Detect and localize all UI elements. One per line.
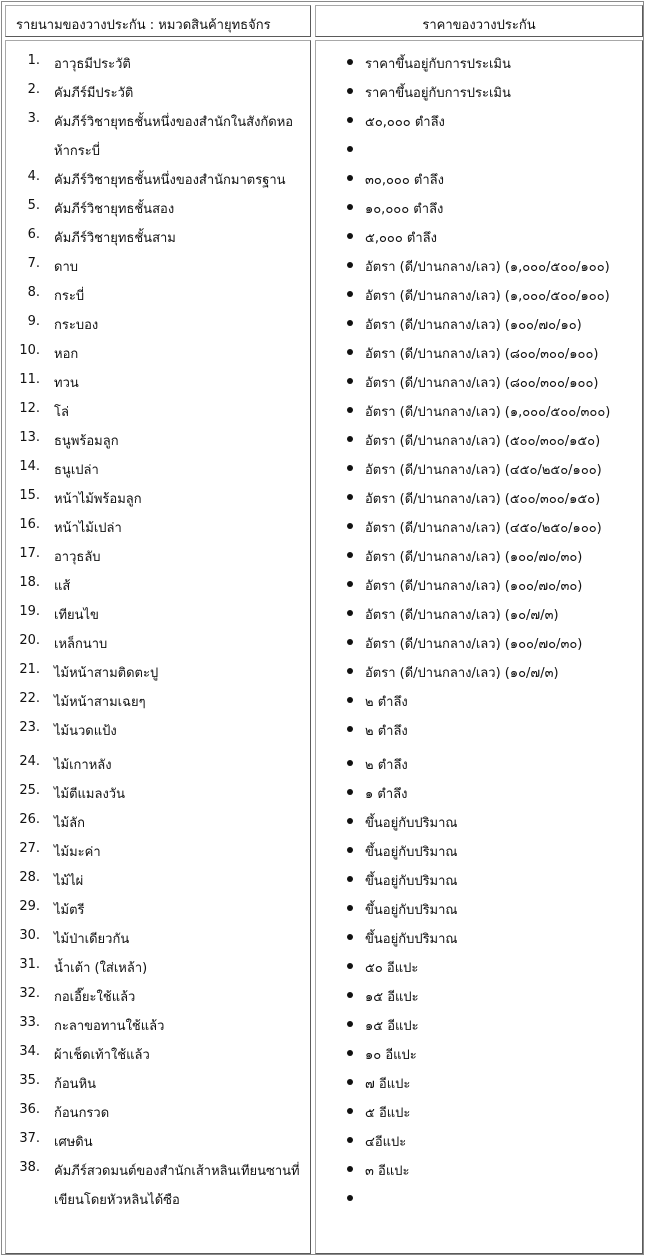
price-item	[316, 951, 642, 980]
item-name: ไม้หน้าสามติดตะปู	[54, 666, 159, 681]
bullet-icon	[347, 789, 353, 795]
item-name: กอเอี๊ยะใช้แล้ว	[54, 990, 136, 1005]
bullet-icon	[347, 378, 353, 384]
header-item-column	[5, 5, 311, 37]
list-item	[6, 511, 310, 540]
bullet-icon	[347, 1166, 353, 1172]
item-number: 32.	[19, 986, 40, 1001]
item-number: 24.	[19, 754, 40, 769]
bullet-icon	[347, 291, 353, 297]
list-item	[6, 250, 310, 279]
price-item	[316, 598, 642, 627]
bullet-icon	[347, 523, 353, 529]
item-number: 2.	[27, 82, 40, 97]
item-number: 28.	[19, 870, 40, 885]
item-price: อัตรา (ดี/ปานกลาง/เลว) (๑๐/๗/๓)	[365, 608, 559, 623]
item-number: 21.	[19, 662, 40, 677]
item-name: ผ้าเช็ดเท้าใช้แล้ว	[54, 1048, 150, 1063]
item-name: ไม้นวดแป้ง	[54, 724, 117, 739]
item-name: หอก	[54, 347, 79, 362]
item-name: คัมภีร์วิชายุทธชั้นสาม	[54, 231, 176, 246]
item-price: อัตรา (ดี/ปานกลาง/เลว) (๕๐๐/๓๐๐/๑๕๐)	[365, 492, 601, 507]
item-name: เทียนไข	[54, 608, 99, 623]
list-item	[6, 76, 310, 105]
price-list	[316, 41, 642, 1253]
item-price: ๑๐,๐๐๐ ตำลึง	[365, 202, 444, 217]
price-item	[316, 511, 642, 540]
item-price: ๕๐,๐๐๐ ตำลึง	[365, 115, 445, 130]
item-price: ๒ ตำลึง	[365, 758, 408, 773]
bullet-icon	[347, 934, 353, 940]
item-price: ขึ้นอยู่กับปริมาณ	[365, 874, 458, 889]
list-item	[6, 453, 310, 482]
item-number: 22.	[19, 691, 40, 706]
item-price: ๕๐ อีแปะ	[365, 961, 419, 976]
price-item	[316, 47, 642, 76]
price-item	[316, 1009, 642, 1038]
bullet-icon	[347, 1021, 353, 1027]
item-price: ๑๕ อีแปะ	[365, 990, 419, 1005]
item-name: เหล็กนาบ	[54, 637, 108, 652]
item-name: คัมภีร์สวดมนต์ของสำนักเส้าหลินเทียนซานที่	[54, 1164, 300, 1179]
bullet-icon	[347, 905, 353, 911]
list-item	[6, 540, 310, 569]
bullet-icon	[347, 581, 353, 587]
list-item	[6, 424, 310, 453]
price-item	[316, 424, 642, 453]
item-price: ขึ้นอยู่กับปริมาณ	[365, 903, 458, 918]
item-price: ๒ ตำลึง	[365, 695, 408, 710]
item-number: 23.	[19, 720, 40, 735]
item-number: 17.	[19, 546, 40, 561]
bullet-icon	[347, 1079, 353, 1085]
item-price: ราคาขึ้นอยู่กับการประเมิน	[365, 57, 511, 72]
list-item	[6, 163, 310, 192]
price-item	[316, 777, 642, 806]
list-item	[6, 569, 310, 598]
item-price: ขึ้นอยู่กับปริมาณ	[365, 816, 458, 831]
bullet-icon	[347, 407, 353, 413]
item-price: ราคาขึ้นอยู่กับการประเมิน	[365, 86, 511, 101]
price-item	[316, 250, 642, 279]
price-item	[316, 366, 642, 395]
bullet-icon	[347, 262, 353, 268]
item-price: ๒ ตำลึง	[365, 724, 408, 739]
price-item	[316, 308, 642, 337]
item-name: ไม้ตีแมลงวัน	[54, 787, 125, 802]
price-item	[316, 76, 642, 105]
item-name: ทวน	[54, 376, 79, 391]
item-name: คัมภีร์วิชายุทธชั้นสอง	[54, 202, 175, 217]
item-price: ๑๐ อีแปะ	[365, 1048, 417, 1063]
item-name: ไม้ตรี	[54, 903, 85, 918]
price-table	[1, 1, 644, 1255]
list-item	[6, 748, 310, 777]
price-item	[316, 482, 642, 511]
item-number: 16.	[19, 517, 40, 532]
list-item	[6, 922, 310, 951]
item-price: อัตรา (ดี/ปานกลาง/เลว) (๑๐๐/๗๐/๓๐)	[365, 550, 583, 565]
item-price: ๓ อีแปะ	[365, 1164, 410, 1179]
item-name: แส้	[54, 579, 71, 594]
bullet-icon	[347, 726, 353, 732]
list-item	[6, 656, 310, 685]
list-item	[6, 1154, 310, 1212]
bullet-icon	[347, 1195, 353, 1201]
price-item	[316, 540, 642, 569]
item-price: อัตรา (ดี/ปานกลาง/เลว) (๑,๐๐๐/๕๐๐/๓๐๐)	[365, 405, 611, 420]
bullet-icon	[347, 610, 353, 616]
list-item	[6, 893, 310, 922]
item-number: 13.	[19, 430, 40, 445]
item-name: คัมภีร์วิชายุทธชั้นหนึ่งของสำนักมาตรฐาน	[54, 173, 286, 188]
item-name: ดาบ	[54, 260, 78, 275]
item-price: ๓๐,๐๐๐ ตำลึง	[365, 173, 444, 188]
price-item	[316, 453, 642, 482]
price-item	[316, 806, 642, 835]
bullet-icon	[347, 320, 353, 326]
list-item	[6, 951, 310, 980]
item-column	[5, 40, 311, 1254]
list-item	[6, 598, 310, 627]
bullet-icon	[347, 204, 353, 210]
price-item	[316, 748, 642, 777]
item-number: 6.	[27, 227, 40, 242]
bullet-icon	[347, 146, 353, 152]
item-name: อาวุธลับ	[54, 550, 101, 565]
item-name: ไม้ไผ่	[54, 874, 84, 889]
item-name: ก้อนหิน	[54, 1077, 97, 1092]
item-price: ๑๕ อีแปะ	[365, 1019, 419, 1034]
bullet-icon	[347, 963, 353, 969]
item-name: เศษดิน	[54, 1135, 93, 1150]
price-item	[316, 714, 642, 743]
item-price: อัตรา (ดี/ปานกลาง/เลว) (๔๕๐/๒๕๐/๑๐๐)	[365, 521, 602, 536]
item-number: 8.	[27, 285, 40, 300]
list-item	[6, 366, 310, 395]
list-item	[6, 1096, 310, 1125]
item-price: อัตรา (ดี/ปานกลาง/เลว) (๘๐๐/๓๐๐/๑๐๐)	[365, 347, 599, 362]
price-item	[316, 221, 642, 250]
bullet-icon	[347, 697, 353, 703]
item-name: ธนูพร้อมลูก	[54, 434, 119, 449]
list-item	[6, 864, 310, 893]
bullet-icon	[347, 639, 353, 645]
item-number: 3.	[27, 111, 40, 126]
item-number: 20.	[19, 633, 40, 648]
item-name: ไม้หน้าสามเฉยๆ	[54, 695, 146, 710]
list-item	[6, 1038, 310, 1067]
bullet-icon	[347, 349, 353, 355]
bullet-icon	[347, 233, 353, 239]
price-item	[316, 337, 642, 366]
list-item	[6, 105, 310, 163]
price-item	[316, 685, 642, 714]
item-name-continued: เขียนโดยหัวหลินได้ซือ	[54, 1193, 180, 1208]
list-item	[6, 685, 310, 714]
bullet-icon	[347, 1137, 353, 1143]
list-item	[6, 221, 310, 250]
item-price: อัตรา (ดี/ปานกลาง/เลว) (๑๐๐/๗๐/๑๐)	[365, 318, 582, 333]
item-price: อัตรา (ดี/ปานกลาง/เลว) (๑,๐๐๐/๕๐๐/๑๐๐)	[365, 260, 610, 275]
bullet-icon	[347, 175, 353, 181]
price-item	[316, 835, 642, 864]
item-price: อัตรา (ดี/ปานกลาง/เลว) (๘๐๐/๓๐๐/๑๐๐)	[365, 376, 599, 391]
price-item	[316, 1125, 642, 1154]
item-number: 18.	[19, 575, 40, 590]
item-name: หน้าไม้พร้อมลูก	[54, 492, 142, 507]
item-price: ขึ้นอยู่กับปริมาณ	[365, 932, 458, 947]
item-name-continued: ห้ากระบี่	[54, 144, 100, 159]
item-price: ขึ้นอยู่กับปริมาณ	[365, 845, 458, 860]
item-number: 7.	[27, 256, 40, 271]
bullet-icon	[347, 88, 353, 94]
price-item	[316, 279, 642, 308]
bullet-icon	[347, 1108, 353, 1114]
item-name: น้ำเต้า (ใส่เหล้า)	[54, 961, 148, 976]
price-item	[316, 1067, 642, 1096]
bullet-icon	[347, 668, 353, 674]
list-item	[6, 1067, 310, 1096]
list-item	[6, 308, 310, 337]
item-price: อัตรา (ดี/ปานกลาง/เลว) (๔๕๐/๒๕๐/๑๐๐)	[365, 463, 602, 478]
item-number: 5.	[27, 198, 40, 213]
bullet-icon	[347, 760, 353, 766]
price-item	[316, 1154, 642, 1212]
item-price: อัตรา (ดี/ปานกลาง/เลว) (๑๐/๗/๓)	[365, 666, 559, 681]
header-price-column	[315, 5, 643, 37]
bullet-icon	[347, 1050, 353, 1056]
item-number: 10.	[19, 343, 40, 358]
item-price: ๕,๐๐๐ ตำลึง	[365, 231, 437, 246]
item-number: 9.	[27, 314, 40, 329]
item-name: อาวุธมีประวัติ	[54, 57, 131, 72]
price-column	[315, 40, 643, 1254]
item-name: ไม้ป่าเดียวกัน	[54, 932, 130, 947]
item-name: ธนูเปล่า	[54, 463, 99, 478]
item-name: ไม้ลัก	[54, 816, 85, 831]
item-price: อัตรา (ดี/ปานกลาง/เลว) (๑,๐๐๐/๕๐๐/๑๐๐)	[365, 289, 610, 304]
bullet-icon	[347, 465, 353, 471]
item-number: 27.	[19, 841, 40, 856]
price-item	[316, 864, 642, 893]
item-price: อัตรา (ดี/ปานกลาง/เลว) (๑๐๐/๗๐/๓๐)	[365, 579, 583, 594]
price-item	[316, 627, 642, 656]
item-price: ๗ อีแปะ	[365, 1077, 411, 1092]
list-item	[6, 337, 310, 366]
item-number: 31.	[19, 957, 40, 972]
price-item	[316, 1038, 642, 1067]
list-item	[6, 627, 310, 656]
list-item	[6, 714, 310, 743]
price-item	[316, 105, 642, 163]
item-number: 14.	[19, 459, 40, 474]
price-item	[316, 395, 642, 424]
item-number: 15.	[19, 488, 40, 503]
list-item	[6, 806, 310, 835]
item-name: ไม้เกาหลัง	[54, 758, 112, 773]
price-item	[316, 656, 642, 685]
item-list	[6, 41, 310, 1253]
item-price: ๕ อีแปะ	[365, 1106, 411, 1121]
header-item-label: รายนามของวางประกัน : หมวดสินค้ายุทธจักร	[16, 18, 271, 33]
price-item	[316, 922, 642, 951]
item-name: หน้าไม้เปล่า	[54, 521, 122, 536]
list-item	[6, 47, 310, 76]
list-item	[6, 482, 310, 511]
item-name: ก้อนกรวด	[54, 1106, 110, 1121]
item-name: คัมภีร์มีประวัติ	[54, 86, 134, 101]
bullet-icon	[347, 818, 353, 824]
bullet-icon	[347, 876, 353, 882]
bullet-icon	[347, 992, 353, 998]
item-number: 1.	[27, 53, 40, 68]
item-price: อัตรา (ดี/ปานกลาง/เลว) (๕๐๐/๓๐๐/๑๕๐)	[365, 434, 601, 449]
item-number: 25.	[19, 783, 40, 798]
item-number: 37.	[19, 1131, 40, 1146]
item-price: อัตรา (ดี/ปานกลาง/เลว) (๑๐๐/๗๐/๓๐)	[365, 637, 583, 652]
list-item	[6, 1009, 310, 1038]
list-item	[6, 192, 310, 221]
header-price-label: ราคาของวางประกัน	[422, 18, 536, 33]
list-item	[6, 777, 310, 806]
bullet-icon	[347, 494, 353, 500]
item-number: 33.	[19, 1015, 40, 1030]
price-item	[316, 980, 642, 1009]
item-name: กระบอง	[54, 318, 99, 333]
bullet-icon	[347, 552, 353, 558]
item-number: 12.	[19, 401, 40, 416]
item-number: 35.	[19, 1073, 40, 1088]
item-name: โล่	[54, 405, 69, 420]
item-name: กะลาขอทานใช้แล้ว	[54, 1019, 165, 1034]
item-number: 29.	[19, 899, 40, 914]
item-number: 36.	[19, 1102, 40, 1117]
bullet-icon	[347, 436, 353, 442]
item-number: 26.	[19, 812, 40, 827]
list-item	[6, 980, 310, 1009]
item-number: 38.	[19, 1160, 40, 1175]
item-number: 11.	[19, 372, 40, 387]
item-number: 4.	[27, 169, 40, 184]
list-item	[6, 1125, 310, 1154]
list-item	[6, 279, 310, 308]
list-item	[6, 395, 310, 424]
price-item	[316, 893, 642, 922]
item-name: กระบี่	[54, 289, 85, 304]
item-price: ๔อีแปะ	[365, 1135, 407, 1150]
item-number: 30.	[19, 928, 40, 943]
item-number: 19.	[19, 604, 40, 619]
item-price: ๑ ตำลึง	[365, 787, 408, 802]
bullet-icon	[347, 117, 353, 123]
price-item	[316, 1096, 642, 1125]
price-item	[316, 192, 642, 221]
bullet-icon	[347, 847, 353, 853]
item-name: คัมภีร์วิชายุทธชั้นหนึ่งของสำนักในสังกัดหอ	[54, 115, 294, 130]
price-item	[316, 569, 642, 598]
price-item	[316, 163, 642, 192]
bullet-icon	[347, 59, 353, 65]
list-item	[6, 835, 310, 864]
item-name: ไม้มะค่า	[54, 845, 101, 860]
item-number: 34.	[19, 1044, 40, 1059]
